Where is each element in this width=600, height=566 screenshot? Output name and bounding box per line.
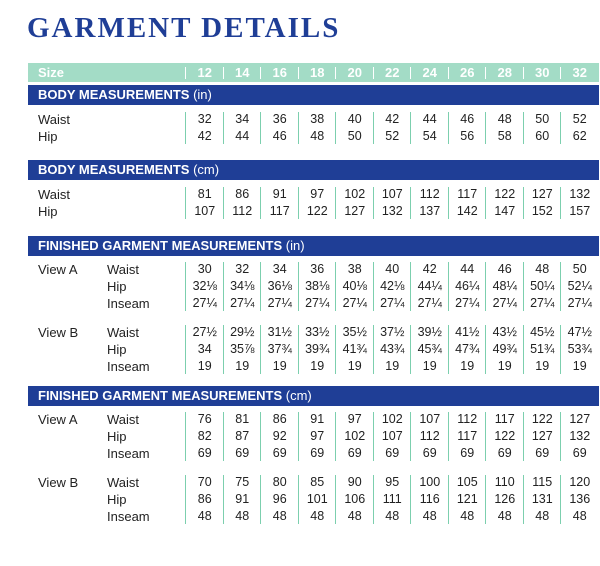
table-cell: 48 bbox=[572, 509, 587, 523]
table-cell: 48 bbox=[272, 509, 287, 523]
table-cell: 96 bbox=[272, 492, 287, 506]
table-cell: 52 bbox=[572, 112, 587, 126]
column-divider bbox=[260, 325, 261, 374]
table-cell: 48 bbox=[347, 509, 362, 523]
table-cell: 69 bbox=[460, 446, 475, 460]
section-unit: (cm) bbox=[285, 388, 312, 403]
section-unit: (in) bbox=[193, 87, 212, 102]
table-cell: 44 bbox=[460, 262, 475, 276]
table-cell: 127 bbox=[344, 204, 366, 218]
table-cell: 35½ bbox=[342, 325, 367, 339]
size-column-32: 32 bbox=[572, 65, 587, 80]
column-divider bbox=[298, 325, 299, 374]
table-cell: 48 bbox=[235, 509, 250, 523]
table-cell: 91 bbox=[272, 187, 287, 201]
table-cell: 33½ bbox=[305, 325, 330, 339]
table-cell: 47½ bbox=[567, 325, 592, 339]
column-divider bbox=[485, 325, 486, 374]
column-divider bbox=[335, 412, 336, 461]
column-divider bbox=[410, 262, 411, 311]
table-cell: 69 bbox=[272, 446, 287, 460]
table-cell: 86 bbox=[197, 492, 212, 506]
table-cell: 46 bbox=[272, 129, 287, 143]
table-cell: 49¾ bbox=[492, 342, 517, 356]
table-cell: 127 bbox=[569, 412, 591, 426]
table-cell: 152 bbox=[531, 204, 553, 218]
measurement-label: Inseam bbox=[107, 446, 150, 461]
column-divider bbox=[298, 412, 299, 461]
size-separator bbox=[410, 67, 411, 79]
size-separator bbox=[523, 67, 524, 79]
column-divider bbox=[335, 262, 336, 311]
table-cell: 116 bbox=[419, 492, 440, 506]
table-cell: 34⅛ bbox=[230, 279, 255, 293]
table-cell: 40 bbox=[385, 262, 400, 276]
table-cell: 39¾ bbox=[305, 342, 330, 356]
view-label: View B bbox=[38, 325, 79, 340]
table-cell: 19 bbox=[272, 359, 287, 373]
table-cell: 110 bbox=[494, 475, 515, 489]
size-header-bar bbox=[28, 63, 599, 82]
table-cell: 52¼ bbox=[567, 279, 592, 293]
table-cell: 32 bbox=[197, 112, 212, 126]
column-divider bbox=[410, 475, 411, 524]
size-column-16: 16 bbox=[272, 65, 287, 80]
table-cell: 60 bbox=[535, 129, 550, 143]
table-cell: 86 bbox=[235, 187, 250, 201]
size-separator bbox=[448, 67, 449, 79]
size-separator bbox=[260, 67, 261, 79]
column-divider bbox=[560, 262, 561, 311]
table-cell: 81 bbox=[197, 187, 212, 201]
section-header bbox=[28, 160, 599, 180]
table-cell: 34 bbox=[272, 262, 287, 276]
column-divider bbox=[298, 187, 299, 219]
column-divider bbox=[448, 412, 449, 461]
table-cell: 37¾ bbox=[267, 342, 292, 356]
table-cell: 48 bbox=[422, 509, 437, 523]
table-cell: 50¼ bbox=[530, 279, 555, 293]
table-cell: 56 bbox=[460, 129, 475, 143]
table-cell: 81 bbox=[235, 412, 250, 426]
column-divider bbox=[448, 475, 449, 524]
table-cell: 46¼ bbox=[455, 279, 480, 293]
measurement-label: Inseam bbox=[107, 359, 150, 374]
column-divider bbox=[223, 475, 224, 524]
size-column-20: 20 bbox=[347, 65, 362, 80]
size-separator bbox=[560, 67, 561, 79]
column-divider bbox=[185, 412, 186, 461]
column-divider bbox=[223, 325, 224, 374]
table-cell: 69 bbox=[235, 446, 250, 460]
table-cell: 44 bbox=[422, 112, 437, 126]
table-cell: 53¾ bbox=[567, 342, 592, 356]
table-cell: 36 bbox=[272, 112, 287, 126]
table-cell: 69 bbox=[422, 446, 437, 460]
section-title: BODY MEASUREMENTS bbox=[38, 87, 190, 102]
table-cell: 85 bbox=[310, 475, 325, 489]
table-cell: 44 bbox=[235, 129, 250, 143]
measurement-label: Hip bbox=[107, 342, 127, 357]
table-cell: 107 bbox=[419, 412, 441, 426]
size-column-28: 28 bbox=[497, 65, 512, 80]
table-cell: 90 bbox=[347, 475, 362, 489]
table-cell: 95 bbox=[385, 475, 400, 489]
table-cell: 115 bbox=[532, 475, 553, 489]
table-cell: 27¼ bbox=[455, 296, 480, 310]
column-divider bbox=[560, 475, 561, 524]
table-cell: 42 bbox=[197, 129, 212, 143]
column-divider bbox=[373, 325, 374, 374]
section-header bbox=[28, 85, 599, 105]
table-cell: 48 bbox=[197, 509, 212, 523]
table-cell: 43½ bbox=[492, 325, 517, 339]
column-divider bbox=[485, 262, 486, 311]
column-divider bbox=[335, 112, 336, 144]
column-divider bbox=[223, 262, 224, 311]
table-cell: 92 bbox=[272, 429, 287, 443]
table-cell: 107 bbox=[381, 429, 403, 443]
column-divider bbox=[260, 112, 261, 144]
column-divider bbox=[335, 187, 336, 219]
measurement-label: Inseam bbox=[107, 296, 150, 311]
column-divider bbox=[523, 412, 524, 461]
table-cell: 120 bbox=[569, 475, 591, 489]
table-cell: 136 bbox=[569, 492, 591, 506]
table-cell: 19 bbox=[460, 359, 475, 373]
table-cell: 106 bbox=[344, 492, 366, 506]
size-column-22: 22 bbox=[385, 65, 400, 80]
table-cell: 62 bbox=[572, 129, 587, 143]
size-separator bbox=[373, 67, 374, 79]
section-unit: (in) bbox=[285, 238, 305, 253]
table-cell: 122 bbox=[306, 204, 328, 218]
column-divider bbox=[260, 187, 261, 219]
table-cell: 42 bbox=[422, 262, 437, 276]
table-cell: 40 bbox=[347, 112, 362, 126]
view-label: View B bbox=[38, 475, 79, 490]
table-cell: 50 bbox=[572, 262, 587, 276]
table-cell: 27¼ bbox=[417, 296, 442, 310]
table-cell: 117 bbox=[457, 187, 478, 201]
column-divider bbox=[410, 412, 411, 461]
column-divider bbox=[410, 325, 411, 374]
table-cell: 101 bbox=[306, 492, 328, 506]
column-divider bbox=[523, 325, 524, 374]
table-cell: 137 bbox=[419, 204, 441, 218]
section-title: FINISHED GARMENT MEASUREMENTS bbox=[38, 388, 283, 403]
table-cell: 112 bbox=[232, 204, 253, 218]
table-cell: 69 bbox=[347, 446, 362, 460]
column-divider bbox=[373, 475, 374, 524]
table-cell: 48 bbox=[385, 509, 400, 523]
measurement-label: Hip bbox=[38, 129, 58, 144]
measurement-label: Waist bbox=[107, 325, 140, 340]
table-cell: 107 bbox=[381, 187, 403, 201]
table-cell: 27¼ bbox=[267, 296, 292, 310]
column-divider bbox=[560, 112, 561, 144]
table-cell: 27¼ bbox=[230, 296, 255, 310]
column-divider bbox=[373, 112, 374, 144]
table-cell: 46 bbox=[460, 112, 475, 126]
column-divider bbox=[523, 262, 524, 311]
table-cell: 142 bbox=[456, 204, 478, 218]
column-divider bbox=[485, 187, 486, 219]
table-cell: 52 bbox=[385, 129, 400, 143]
table-cell: 126 bbox=[494, 492, 516, 506]
table-cell: 70 bbox=[197, 475, 212, 489]
table-cell: 27¼ bbox=[492, 296, 517, 310]
column-divider bbox=[448, 187, 449, 219]
table-cell: 75 bbox=[235, 475, 250, 489]
section-header bbox=[28, 386, 599, 406]
table-cell: 91 bbox=[310, 412, 325, 426]
column-divider bbox=[448, 112, 449, 144]
table-cell: 45¾ bbox=[417, 342, 442, 356]
table-cell: 32 bbox=[235, 262, 250, 276]
table-cell: 121 bbox=[456, 492, 478, 506]
measurement-label: Waist bbox=[107, 262, 140, 277]
table-cell: 41¾ bbox=[342, 342, 367, 356]
table-cell: 32⅛ bbox=[192, 279, 217, 293]
column-divider bbox=[185, 187, 186, 219]
table-cell: 157 bbox=[569, 204, 591, 218]
column-divider bbox=[298, 112, 299, 144]
table-cell: 39½ bbox=[417, 325, 442, 339]
size-separator bbox=[485, 67, 486, 79]
column-divider bbox=[560, 325, 561, 374]
size-column-14: 14 bbox=[235, 65, 250, 80]
measurement-label: Hip bbox=[107, 279, 127, 294]
table-cell: 43¾ bbox=[380, 342, 405, 356]
table-cell: 105 bbox=[456, 475, 478, 489]
table-cell: 19 bbox=[197, 359, 212, 373]
table-cell: 69 bbox=[385, 446, 400, 460]
column-divider bbox=[373, 262, 374, 311]
column-divider bbox=[223, 112, 224, 144]
table-cell: 38 bbox=[347, 262, 362, 276]
column-divider bbox=[260, 262, 261, 311]
column-divider bbox=[335, 475, 336, 524]
table-cell: 102 bbox=[344, 187, 366, 201]
measurement-label: Hip bbox=[107, 429, 127, 444]
size-column-12: 12 bbox=[197, 65, 212, 80]
table-cell: 97 bbox=[310, 429, 325, 443]
table-cell: 82 bbox=[197, 429, 212, 443]
table-cell: 27¼ bbox=[305, 296, 330, 310]
measurement-label: Waist bbox=[38, 187, 71, 202]
table-cell: 127 bbox=[531, 187, 553, 201]
table-cell: 27¼ bbox=[342, 296, 367, 310]
table-cell: 27¼ bbox=[380, 296, 405, 310]
table-cell: 80 bbox=[272, 475, 287, 489]
table-cell: 31½ bbox=[267, 325, 292, 339]
column-divider bbox=[448, 262, 449, 311]
measurement-label: Hip bbox=[107, 492, 127, 507]
size-separator bbox=[298, 67, 299, 79]
column-divider bbox=[223, 187, 224, 219]
column-divider bbox=[485, 112, 486, 144]
table-cell: 34 bbox=[197, 342, 212, 356]
section-header bbox=[28, 236, 599, 256]
table-cell: 97 bbox=[347, 412, 362, 426]
table-cell: 44¼ bbox=[417, 279, 442, 293]
table-cell: 51¾ bbox=[530, 342, 555, 356]
table-cell: 37½ bbox=[380, 325, 405, 339]
table-cell: 47¾ bbox=[455, 342, 480, 356]
table-cell: 127 bbox=[531, 429, 553, 443]
table-cell: 19 bbox=[497, 359, 512, 373]
table-cell: 107 bbox=[194, 204, 216, 218]
table-cell: 122 bbox=[494, 429, 516, 443]
size-separator bbox=[185, 67, 186, 79]
table-cell: 86 bbox=[272, 412, 287, 426]
column-divider bbox=[298, 475, 299, 524]
table-cell: 19 bbox=[235, 359, 250, 373]
measurement-label: Waist bbox=[107, 412, 140, 427]
column-divider bbox=[523, 112, 524, 144]
table-cell: 112 bbox=[457, 412, 478, 426]
table-cell: 48 bbox=[535, 509, 550, 523]
column-divider bbox=[410, 112, 411, 144]
column-divider bbox=[560, 187, 561, 219]
table-cell: 40⅛ bbox=[342, 279, 367, 293]
size-separator bbox=[223, 67, 224, 79]
table-cell: 45½ bbox=[530, 325, 555, 339]
table-cell: 122 bbox=[494, 187, 516, 201]
table-cell: 50 bbox=[347, 129, 362, 143]
table-cell: 100 bbox=[419, 475, 441, 489]
column-divider bbox=[185, 325, 186, 374]
table-cell: 30 bbox=[197, 262, 212, 276]
table-cell: 69 bbox=[497, 446, 512, 460]
table-cell: 27½ bbox=[192, 325, 217, 339]
table-cell: 48 bbox=[497, 112, 512, 126]
table-cell: 19 bbox=[535, 359, 550, 373]
size-column-18: 18 bbox=[310, 65, 325, 80]
table-cell: 19 bbox=[310, 359, 325, 373]
page-title: GARMENT DETAILS bbox=[27, 12, 341, 44]
table-cell: 87 bbox=[235, 429, 250, 443]
table-cell: 19 bbox=[572, 359, 587, 373]
table-cell: 117 bbox=[494, 412, 515, 426]
table-cell: 112 bbox=[419, 429, 440, 443]
table-cell: 111 bbox=[382, 492, 402, 506]
table-cell: 112 bbox=[419, 187, 440, 201]
table-cell: 132 bbox=[569, 187, 591, 201]
measurement-label: Waist bbox=[107, 475, 140, 490]
table-cell: 48 bbox=[310, 129, 325, 143]
column-divider bbox=[260, 475, 261, 524]
table-cell: 38⅛ bbox=[305, 279, 330, 293]
view-label: View A bbox=[38, 412, 78, 427]
column-divider bbox=[185, 262, 186, 311]
column-divider bbox=[373, 187, 374, 219]
table-cell: 48 bbox=[310, 509, 325, 523]
table-cell: 69 bbox=[310, 446, 325, 460]
column-divider bbox=[485, 475, 486, 524]
column-divider bbox=[223, 412, 224, 461]
table-cell: 102 bbox=[381, 412, 403, 426]
table-cell: 102 bbox=[344, 429, 366, 443]
section-unit: (cm) bbox=[193, 162, 220, 177]
table-cell: 27¼ bbox=[567, 296, 592, 310]
column-divider bbox=[260, 412, 261, 461]
table-cell: 58 bbox=[497, 129, 512, 143]
table-cell: 132 bbox=[381, 204, 403, 218]
column-divider bbox=[298, 262, 299, 311]
table-cell: 117 bbox=[457, 429, 478, 443]
measurement-label: Inseam bbox=[107, 509, 150, 524]
table-cell: 122 bbox=[531, 412, 553, 426]
table-cell: 48 bbox=[535, 262, 550, 276]
column-divider bbox=[523, 187, 524, 219]
size-separator bbox=[335, 67, 336, 79]
table-cell: 132 bbox=[569, 429, 591, 443]
column-divider bbox=[560, 412, 561, 461]
table-cell: 69 bbox=[535, 446, 550, 460]
column-divider bbox=[185, 475, 186, 524]
column-divider bbox=[335, 325, 336, 374]
table-cell: 19 bbox=[422, 359, 437, 373]
table-cell: 117 bbox=[269, 204, 290, 218]
measurement-label: Waist bbox=[38, 112, 71, 127]
size-column-30: 30 bbox=[535, 65, 550, 80]
view-label: View A bbox=[38, 262, 78, 277]
table-cell: 48 bbox=[497, 509, 512, 523]
table-cell: 35⅞ bbox=[230, 342, 255, 356]
table-cell: 54 bbox=[422, 129, 437, 143]
measurement-label: Hip bbox=[38, 204, 58, 219]
table-cell: 48¼ bbox=[492, 279, 517, 293]
column-divider bbox=[373, 412, 374, 461]
table-cell: 42⅛ bbox=[380, 279, 405, 293]
table-cell: 50 bbox=[535, 112, 550, 126]
column-divider bbox=[523, 475, 524, 524]
table-cell: 69 bbox=[572, 446, 587, 460]
column-divider bbox=[185, 112, 186, 144]
table-cell: 27¼ bbox=[192, 296, 217, 310]
table-cell: 48 bbox=[460, 509, 475, 523]
table-cell: 38 bbox=[310, 112, 325, 126]
table-cell: 27¼ bbox=[530, 296, 555, 310]
table-cell: 46 bbox=[497, 262, 512, 276]
table-cell: 36 bbox=[310, 262, 325, 276]
size-label: Size bbox=[38, 65, 65, 80]
size-column-26: 26 bbox=[460, 65, 475, 80]
section-title: FINISHED GARMENT MEASUREMENTS bbox=[38, 238, 283, 253]
table-cell: 147 bbox=[494, 204, 516, 218]
table-cell: 36⅛ bbox=[267, 279, 292, 293]
column-divider bbox=[485, 412, 486, 461]
table-cell: 34 bbox=[235, 112, 250, 126]
column-divider bbox=[410, 187, 411, 219]
table-cell: 91 bbox=[235, 492, 250, 506]
table-cell: 76 bbox=[197, 412, 212, 426]
table-cell: 69 bbox=[197, 446, 212, 460]
section-title: BODY MEASUREMENTS bbox=[38, 162, 190, 177]
table-cell: 19 bbox=[385, 359, 400, 373]
table-cell: 42 bbox=[385, 112, 400, 126]
size-column-24: 24 bbox=[422, 65, 437, 80]
column-divider bbox=[448, 325, 449, 374]
table-cell: 41½ bbox=[455, 325, 480, 339]
table-cell: 131 bbox=[531, 492, 553, 506]
table-cell: 29½ bbox=[230, 325, 255, 339]
table-cell: 19 bbox=[347, 359, 362, 373]
table-cell: 97 bbox=[310, 187, 325, 201]
